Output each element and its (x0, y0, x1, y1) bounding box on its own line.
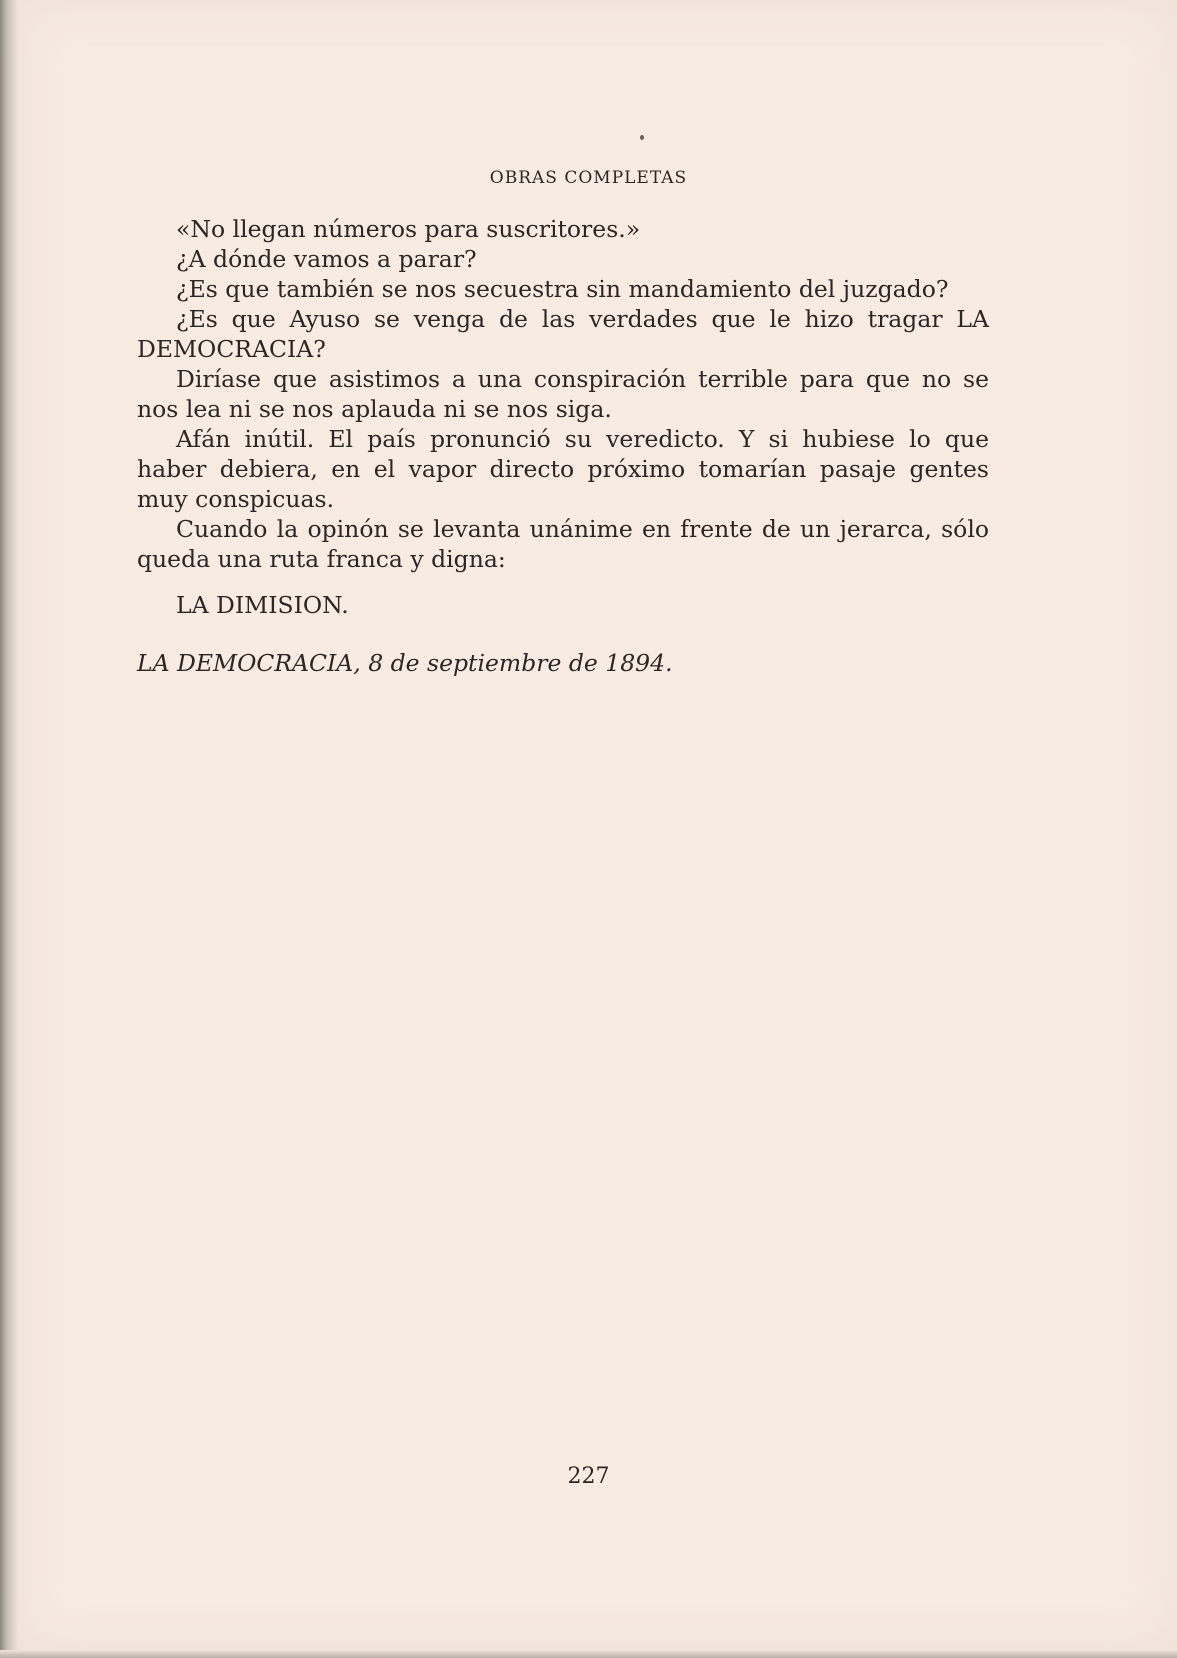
body-text (137, 214, 989, 678)
page-binding-edge (0, 0, 18, 1658)
paragraph: «No llegan números para suscritores.» (176, 215, 641, 243)
running-title: OBRAS COMPLETAS (489, 168, 688, 188)
source-citation: LA DEMOCRACIA, 8 de septiembre de 1894. (137, 649, 673, 677)
paragraph: ¿Es que Ayuso se venga de las verdades que le hizo tragar LA DEMOCRACIA? (137, 305, 989, 363)
page-number: 227 (567, 1464, 610, 1489)
paragraph: ¿Es que también se nos secuestra sin mandamiento del juzgado? (176, 275, 949, 303)
paragraph: Afán inútil. El país pronunció su veredicto. Y si hubiese lo que haber debiera, en el vapor directo próximo tomarían pasaje gentes muy conspicuas. (137, 425, 989, 513)
paragraph: Cuando la opinón se levanta unánime en frente de un jerarca, sólo queda una ruta franca y digna: (137, 515, 989, 573)
paragraph: Diríase que asistimos a una conspiración terrible para que no se nos lea ni se nos aplauda ni se nos siga. (137, 365, 989, 423)
paragraph: ¿A dónde vamos a parar? (176, 245, 477, 273)
page-bottom-edge (0, 1650, 1177, 1658)
closing-statement: LA DIMISION. (176, 591, 349, 619)
ink-speck (640, 135, 644, 140)
